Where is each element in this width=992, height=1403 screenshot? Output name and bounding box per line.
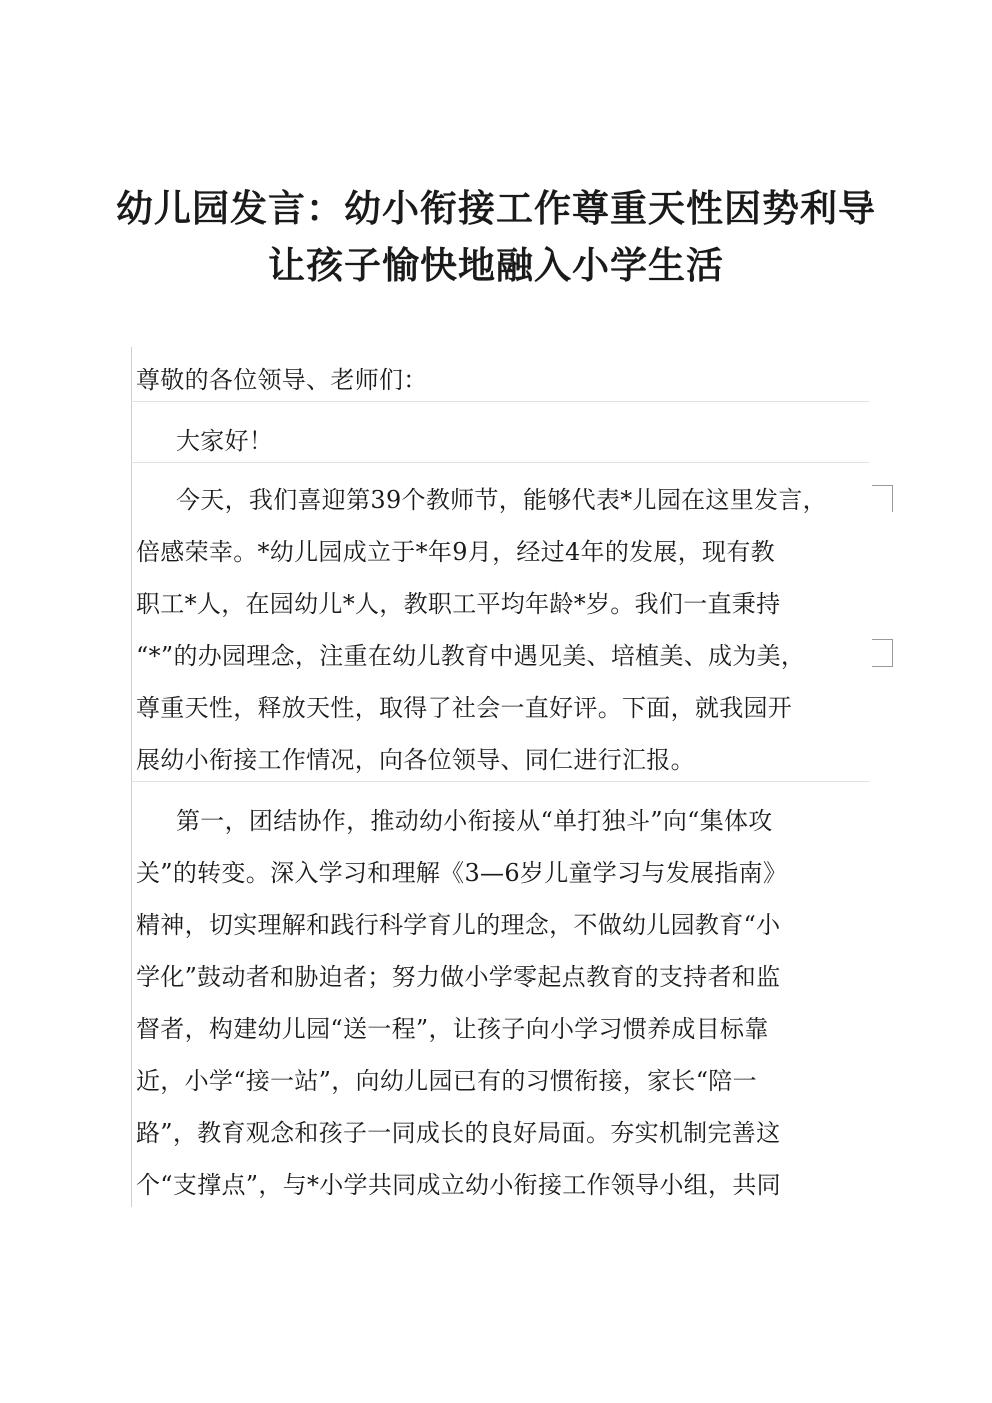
paragraph-1-line: 尊重天性，释放天性，取得了社会一直好评。下面，就我园开 xyxy=(136,694,793,722)
paragraph-2-line: 关”的转变。深入学习和理解《3—6岁儿童学习与发展指南》 xyxy=(136,859,788,887)
text-boundary-rule xyxy=(131,781,869,782)
text-boundary-corner-mark xyxy=(872,485,893,512)
paragraph-2-line: 学化”鼓动者和胁迫者；努力做小学零起点教育的支持者和监 xyxy=(136,963,781,991)
paragraph-2-line: 精神，切实理解和践行科学育儿的理念，不做幼儿园教育“小 xyxy=(136,911,781,939)
document-title-line-2: 让孩子愉快地融入小学生活 xyxy=(268,243,724,287)
paragraph-1-line: “*”的办园理念，注重在幼儿教育中遇见美、培植美、成为美， xyxy=(136,642,806,670)
paragraph-2-line: 近，小学“接一站”，向幼儿园已有的习惯衔接，家长“陪一 xyxy=(136,1067,757,1095)
text-boundary-corner-mark xyxy=(872,639,893,667)
document-title-line-1: 幼儿园发言：幼小衔接工作尊重天性因势利导 xyxy=(116,186,876,230)
paragraph-2-line: 个“支撑点”，与*小学共同成立幼小衔接工作领导小组，共同 xyxy=(136,1171,781,1199)
paragraph-1-line: 倍感荣幸。*幼儿园成立于*年9月，经过4年的发展，现有教 xyxy=(136,538,775,566)
paragraph-2-line: 路”，教育观念和孩子一同成长的良好局面。夯实机制完善这 xyxy=(136,1119,781,1147)
paragraph-1-line: 职工*人，在园幼儿*人，教职工平均年龄*岁。我们一直秉持 xyxy=(136,590,781,618)
text-boundary-left-rule xyxy=(131,347,132,1207)
salutation: 尊敬的各位领导、老师们： xyxy=(136,366,428,394)
paragraph-2-line: 第一，团结协作，推动幼小衔接从“单打独斗”向“集体攻 xyxy=(176,807,773,835)
text-boundary-rule xyxy=(131,401,869,402)
greeting: 大家好！ xyxy=(176,427,274,455)
text-boundary-rule xyxy=(131,462,869,463)
paragraph-1-line: 今天，我们喜迎第39个教师节，能够代表*儿园在这里发言， xyxy=(176,486,827,514)
paragraph-2-line: 督者，构建幼儿园“送一程”，让孩子向小学习惯养成目标靠 xyxy=(136,1015,769,1043)
paragraph-1-line: 展幼小衔接工作情况，向各位领导、同仁进行汇报。 xyxy=(136,746,695,774)
